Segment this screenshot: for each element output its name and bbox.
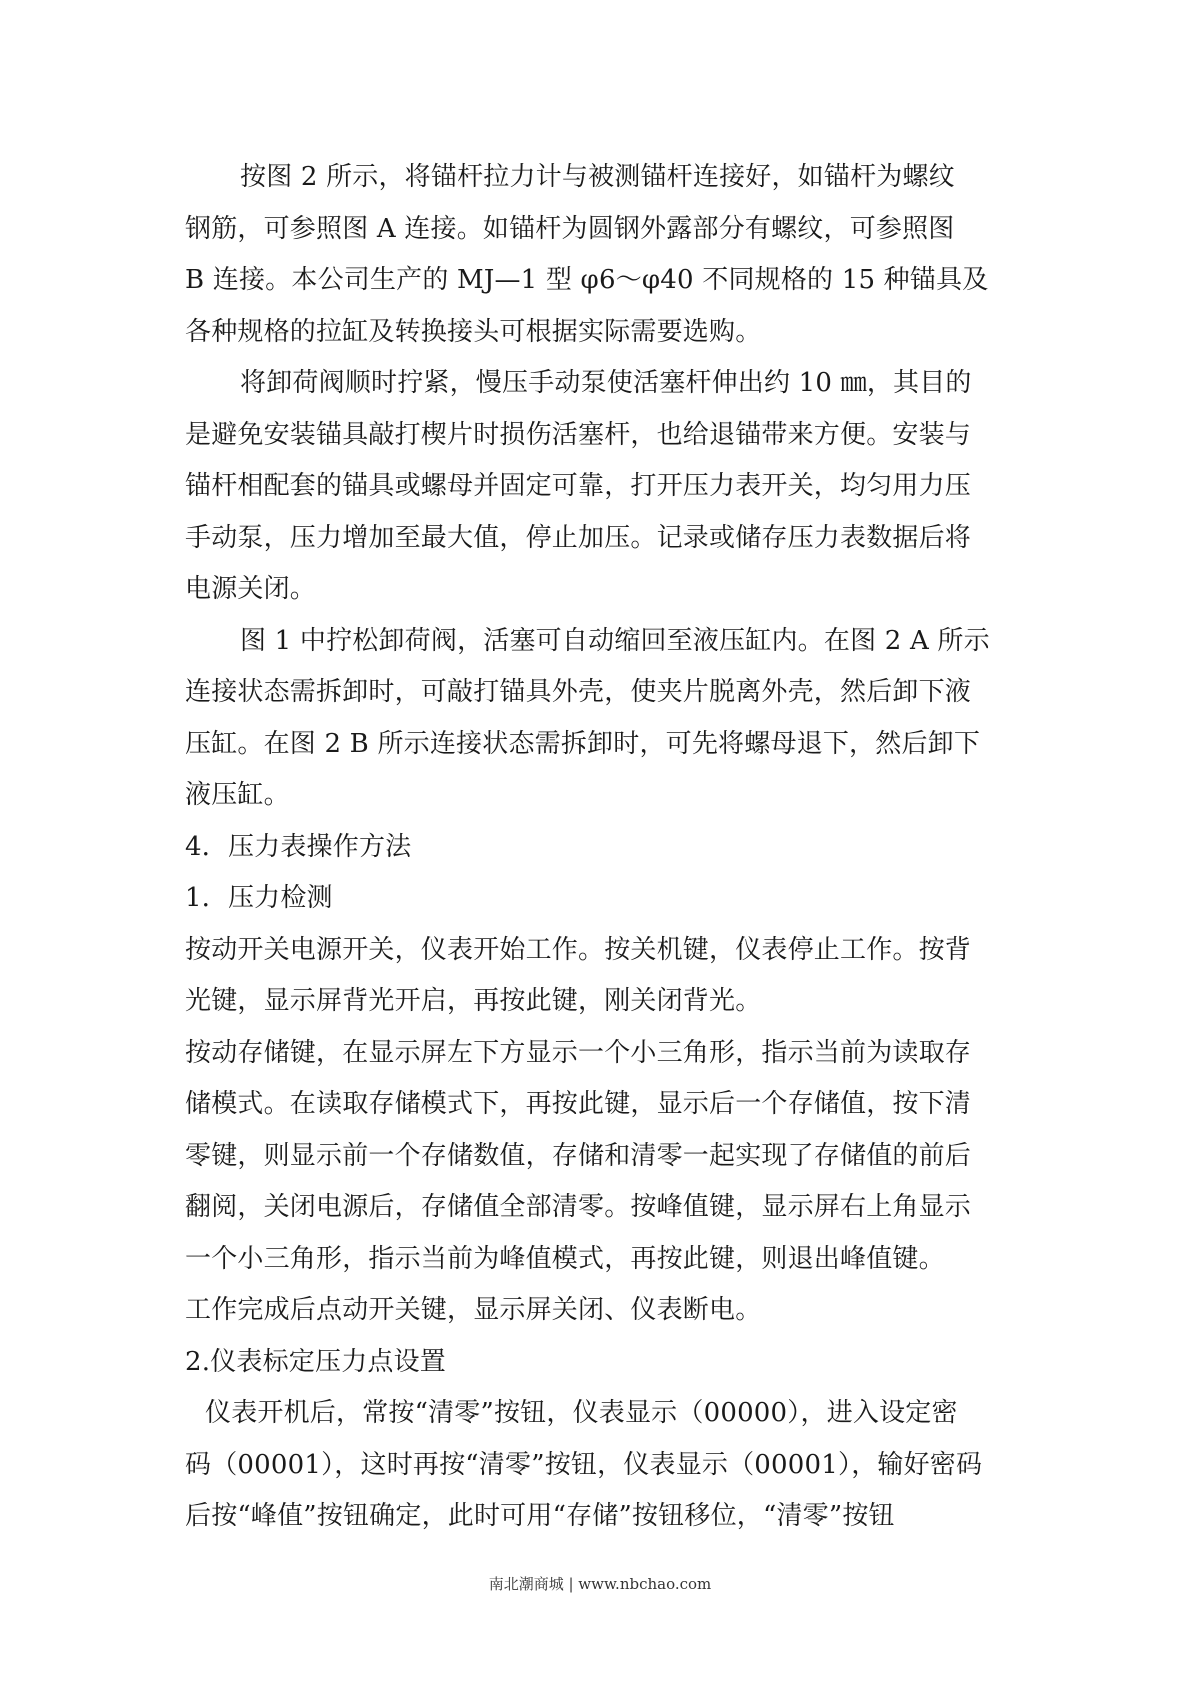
text-line: 光键，显示屏背光开启，再按此键，刚关闭背光。 — [185, 986, 762, 1016]
text-line: 按动开关电源开关，仪表开始工作。按关机键，仪表停止工作。按背 — [185, 934, 972, 965]
section-heading: 4．压力表操作方法 — [185, 831, 412, 862]
text-line: 储模式。在读取存储模式下，再按此键，显示后一个存储值，按下清 — [185, 1089, 972, 1119]
text-line: 液压缸。 — [185, 780, 290, 810]
text-line: 电源关闭。 — [185, 574, 317, 604]
text-line: 钢筋，可参照图 A 连接。如锚杆为圆钢外露部分有螺纹，可参照图 — [185, 213, 955, 244]
text-line: 按图 2 所示，将锚杆拉力计与被测锚杆连接好，如锚杆为螺纹 — [240, 162, 955, 192]
text-line: 仪表开机后，常按“清零”按钮，仪表显示（00000），进入设定密 — [205, 1398, 958, 1428]
text-line: 一个小三角形，指示当前为峰值模式，再按此键，则退出峰值键。 — [185, 1243, 945, 1274]
text-line: 翻阅，关闭电源后，存储值全部清零。按峰值键，显示屏右上角显示 — [185, 1192, 972, 1222]
text-line: 将卸荷阀顺时拧紧，慢压手动泵使活塞杆伸出约 10 ㎜，其目的 — [240, 368, 972, 398]
text-line: 压缸。在图 2 B 所示连接状态需拆卸时，可先将螺母退下，然后卸下 — [185, 728, 981, 759]
text-line: 零键，则显示前一个存储数值，存储和清零一起实现了存储值的前后 — [185, 1140, 972, 1171]
subsection-heading: 1．压力检测 — [185, 883, 333, 913]
text-line: 码（00001），这时再按“清零”按钮，仪表显示（00001），输好密码 — [185, 1449, 983, 1480]
text-line: 图 1 中拧松卸荷阀，活塞可自动缩回至液压缸内。在图 2 A 所示 — [240, 625, 990, 656]
text-line: 是避免安装锚具敲打楔片时损伤活塞杆，也给退锚带来方便。安装与 — [185, 419, 972, 450]
footer-text: 南北潮商城 | www.nbchao.com — [488, 1575, 712, 1593]
text-line: 手动泵，压力增加至最大值，停止加压。记录或储存压力表数据后将 — [185, 522, 972, 553]
document-body — [185, 152, 1020, 1543]
text-line: B 连接。本公司生产的 MJ—1 型 φ6～φ40 不同规格的 15 种锚具及 — [185, 265, 989, 295]
text-line: 后按“峰值”按钮确定，此时可用“存储”按钮移位，“清零”按钮 — [185, 1501, 895, 1531]
text-line: 连接状态需拆卸时，可敲打锚具外壳，使夹片脱离外壳，然后卸下液 — [185, 677, 972, 707]
subsection-heading: 2.仪表标定压力点设置 — [185, 1346, 447, 1377]
text-line: 按动存储键，在显示屏左下方显示一个小三角形，指示当前为读取存 — [185, 1037, 972, 1068]
text-line: 各种规格的拉缸及转换接头可根据实际需要选购。 — [185, 316, 762, 347]
text-line: 工作完成后点动开关键，显示屏关闭、仪表断电。 — [185, 1295, 762, 1325]
text-line: 锚杆相配套的锚具或螺母并固定可靠，打开压力表开关，均匀用力压 — [185, 471, 972, 501]
